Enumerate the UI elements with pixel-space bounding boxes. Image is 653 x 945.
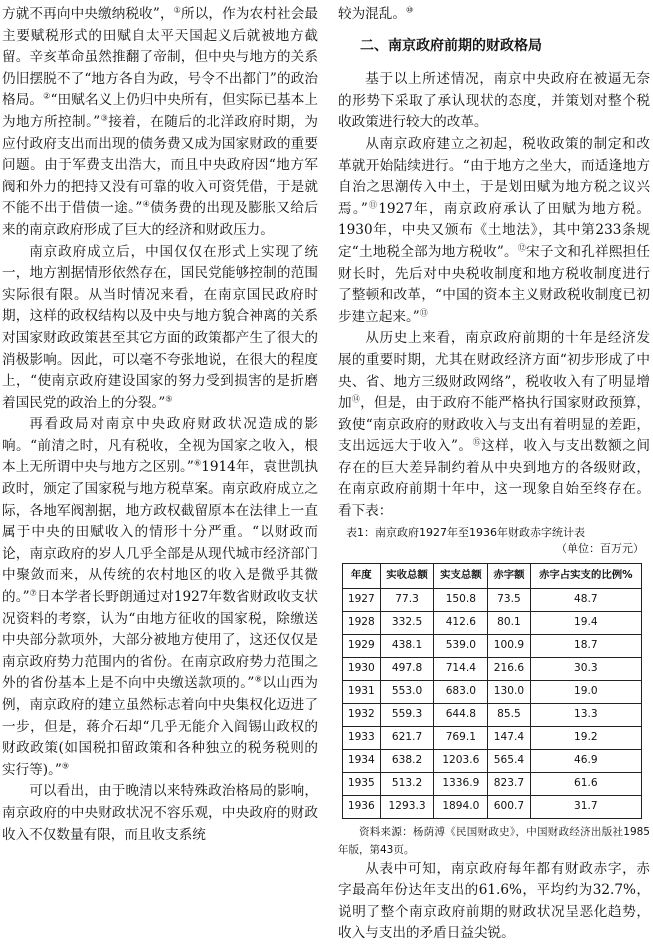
cell-expenditure: 539.0 [434,634,488,657]
footnote-marker[interactable]: ⑦ [29,588,37,598]
table-row [343,749,642,772]
cell-deficit: 147.4 [488,726,530,749]
table-row [343,611,642,634]
cell-year: 1935 [343,772,381,795]
footnote-marker[interactable]: ⑩ [405,5,414,15]
table-row [343,588,642,611]
table-row [343,795,642,818]
paragraph: 方就不再向中央缴纳税收”，①所以，作为农村社会最主要赋税形式的田赋自太平天国起义后就被地方截留。辛亥革命虽然推翻了帝制，但中央与地方的关系仍旧摆脱不了“地方各自为政，号令不出都门”的政治格局。②“田赋名义上仍归中央所有，但实际已基本上为地方所控制。”③接着，在随后的北洋政府时期，为应付政府支出而出现的债务费又成为国家财政的重要问题。由于军费支出浩大，而且中央政府因“地方军阀和外力的把持又没有可靠的收入可资凭借，于是就不能不出于借债一途。”④债务费的出现及膨胀又给后来的南京政府形成了巨大的经济和财政压力。 [2,5,319,238]
cell-ratio: 30.3 [530,657,641,680]
table-row [343,680,642,703]
cell-ratio: 46.9 [530,749,641,772]
cell-expenditure: 150.8 [434,588,488,611]
footnote-marker[interactable]: ④ [142,199,151,209]
paragraph: 从历史上来看，南京政府前期的十年是经济发展的重要时期，尤其在财政经济方面“初步形成了中央、省、地方三级财政网络”，税收收入有了明显增加⑭，但是，由于政府不能严格执行国家财政预算，致使“南京政府的财政收入与支出有着明显的差距，支出远远大于收入”。⑮这样，收入与支出数额之间存在的巨大差异制约着从中央到地方的各级财政，在南京政府前期十年中，这一现象自始至终存在。看下表： [338,330,651,520]
cell-expenditure: 1336.9 [434,772,488,795]
paragraph: 较为混乱。⑩ [338,5,414,22]
paragraph: 基于以上所述情况，南京中央政府在被逼无奈的形势下采取了承认现状的态度，并策划对整个税收政策进行较大的改革。 [338,71,650,131]
cell-deficit: 823.7 [488,772,530,795]
cell-revenue: 559.3 [380,703,434,726]
cell-deficit: 565.4 [488,749,530,772]
footnote-marker[interactable]: ① [173,5,181,15]
table-row [343,726,642,749]
right-column [338,4,650,945]
cell-deficit: 100.9 [488,634,530,657]
cell-year: 1929 [343,634,381,657]
footnote-marker[interactable]: ⑧ [254,674,263,684]
table-unit: （单位：百万元） [556,541,644,555]
table-title: 表1：南京政府1927年至1936年财政赤字统计表 [346,525,585,539]
cell-deficit: 600.7 [488,795,530,818]
cell-revenue: 1293.3 [380,795,434,818]
paragraph: 从表中可知，南京政府每年都有财政赤字，赤字最高年份达年支出的61.6%，平均约为32.7%，说明了整个南京政府前期的财政状况呈恶化趋势，收入与支出的矛盾日益尖锐。 [338,860,650,942]
footnote-marker[interactable]: ⑮ [472,437,482,447]
table-source-note: 资料来源：杨荫溥《民国财政史》，中国财政经济出版社1985年版，第43页。 [338,825,650,856]
paragraph: 南京政府成立后，中国仅仅在形式上实现了统一，地方割据情形依然存在，国民党能够控制的范围实际很有限。从当时情况来看，在南京国民政府时期，这样的政权结构以及中央与地方貌合神离的关系对国家财政政策甚至其它方面的政策都产生了很大的消极影响。因此，可以毫不夸张地说，在很大的程度上，“使南京政府建设国家的努力受到损害的是折磨着国民党的政治上的分裂。”⑤ [2,243,318,411]
left-column [2,4,318,846]
cell-deficit: 73.5 [488,588,530,611]
table-row [343,703,642,726]
footnote-marker[interactable]: ⑨ [61,761,69,771]
cell-deficit: 85.5 [488,703,530,726]
footnote-marker[interactable]: ⑥ [193,458,202,468]
cell-deficit: 216.6 [488,657,530,680]
cell-expenditure: 412.6 [434,611,488,634]
cell-ratio: 19.4 [530,611,641,634]
cell-ratio: 31.7 [530,795,641,818]
cell-ratio: 61.6 [530,772,641,795]
cell-expenditure: 683.0 [434,680,488,703]
section-title: 二、南京政府前期的财政格局 [360,37,542,54]
cell-deficit: 80.1 [488,611,530,634]
header-year: 年度 [343,563,381,588]
cell-revenue: 77.3 [380,588,434,611]
cell-ratio: 19.0 [530,680,641,703]
table-row [343,634,642,657]
cell-expenditure: 1203.6 [434,749,488,772]
cell-year: 1933 [343,726,381,749]
cell-year: 1932 [343,703,381,726]
paragraph: 从南京政府建立之初起，税收政策的制定和改革就开始陆续进行。“由于地方之坐大，而适逢地方自治之思潮传入中土，于是划田赋为地方税之议兴焉。”⑪1927年，南京政府承认了田赋为地方税。1930年，中央又颁布《土地法》，其中第233条规定“土地税全部为地方税收”。⑫宋子文和孔祥熙担任财长时，先后对中央税收制度和地方税收制度进行了整顿和改革，“中国的资本主义财政税收制度已初步建立起来。”⑬ [338,135,650,325]
cell-revenue: 638.2 [380,749,434,772]
cell-deficit: 130.0 [488,680,530,703]
header-expenditure: 实支总额 [434,563,488,588]
footnote-marker[interactable]: ⑬ [419,308,428,318]
cell-year: 1930 [343,657,381,680]
footnote-marker[interactable]: ⑪ [367,200,379,210]
cell-ratio: 13.3 [530,703,641,726]
cell-year: 1927 [343,588,381,611]
footnote-marker[interactable]: ⑫ [517,243,527,253]
cell-revenue: 513.2 [380,772,434,795]
cell-expenditure: 714.4 [434,657,488,680]
cell-revenue: 621.7 [380,726,434,749]
paragraph: 再看政局对南京中央政府财政状况造成的影响。“前清之时，凡有税收，全视为国家之收入，根本上无所谓中央与地方之区别。”⑥1914年，袁世凯执政时，颁定了国家税与地方税草案。南京政府成立之际，各地军阀割据，地方政权截留原本在法律上一直属于中央的田赋收入的情形十分严重。“以财政而论，南京政府的岁人几乎全部是从现代城市经济部门中聚敛而来，从传统的农村地区的收入是微乎其微的。”⑦日本学者长野朗通过对1927年数省财政收支状况资料的考察，认为“由地方征收的国家税，除缴送中央部分款项外，大部分被地方使用了，这还仅仅是南京政府势力范围内的省份。在南京政府势力范围之外的省份基本上是不向中央缴送款项的。”⑧以山西为例，南京政府的建立虽然标志着向中央集权化迈进了一步，但是，蒋介石却“几乎无能介入阎锡山政权的财政政策(如国税扣留政策和各种独立的税务税则的实行等)。”⑨ [2,416,319,778]
deficit-table [342,563,642,819]
table-header-row [343,563,642,588]
cell-expenditure: 1894.0 [434,795,488,818]
cell-ratio: 18.7 [530,634,641,657]
cell-expenditure: 644.8 [434,703,488,726]
header-deficit: 赤字额 [488,563,530,588]
cell-expenditure: 769.1 [434,726,488,749]
cell-year: 1931 [343,680,381,703]
cell-ratio: 48.7 [530,588,641,611]
cell-year: 1936 [343,795,381,818]
footnote-marker[interactable]: ② [43,91,51,101]
paragraph: 可以看出，由于晚清以来特殊政治格局的影响，南京政府的中央财政状况不容乐观，中央政府的财政收入不仅数量有限，而且收支系统 [2,783,318,843]
footnote-marker[interactable]: ⑤ [165,394,173,404]
cell-revenue: 438.1 [380,634,434,657]
cell-year: 1934 [343,749,381,772]
header-revenue: 实收总额 [380,563,434,588]
cell-revenue: 553.0 [380,680,434,703]
table-row [343,772,642,795]
footnote-marker[interactable]: ③ [100,113,109,123]
footnote-marker[interactable]: ⑭ [351,394,361,404]
header-deficit-ratio: 赤字占实支的比例% [530,563,641,588]
cell-ratio: 19.2 [530,726,641,749]
cell-year: 1928 [343,611,381,634]
cell-revenue: 497.8 [380,657,434,680]
table-row [343,657,642,680]
cell-revenue: 332.5 [380,611,434,634]
